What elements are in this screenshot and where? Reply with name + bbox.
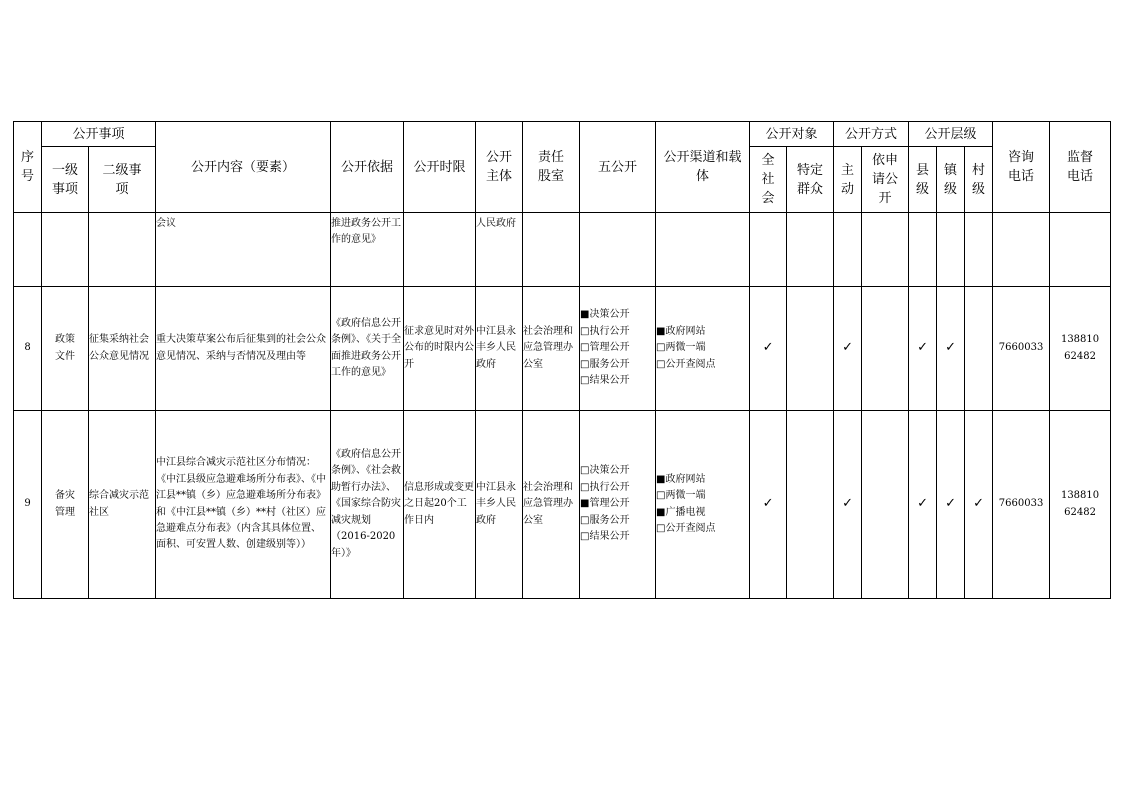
cell-basis: 《政府信息公开条例》、《社会救助暂行办法》、《国家综合防灾减灾规划（2016-2020年）》	[331, 411, 404, 599]
cell-level1: 备灾管理	[42, 411, 89, 599]
cell-time-limit: 信息形成或变更之日起20个工作日内	[404, 411, 476, 599]
header-matter-group: 公开事项	[42, 122, 156, 147]
cell-supervise-tel: 13881062482	[1050, 411, 1111, 599]
cell-time-limit: 征求意见时对外公布的时限内公开	[404, 287, 476, 411]
header-consult-tel: 咨询电话	[993, 122, 1050, 213]
channel-gov-website: ■政府网站	[656, 325, 706, 337]
five-open-result: □结果公开	[580, 531, 630, 543]
cell-seq: 9	[14, 411, 42, 599]
five-open-service: □服务公开	[580, 358, 630, 370]
header-level-group: 公开层级	[909, 122, 993, 147]
header-dept: 责任股室	[523, 122, 580, 213]
cell-channel	[656, 411, 750, 599]
header-supervise-tel: 监督电话	[1050, 122, 1111, 213]
channel-reading-point: □公开查阅点	[656, 522, 716, 534]
cell-channel	[656, 287, 750, 411]
header-subject: 公开主体	[476, 122, 523, 213]
check-town: ✓	[937, 411, 965, 599]
channel-gov-website: ■政府网站	[656, 473, 706, 485]
cell-level1: 政策文件	[42, 287, 89, 411]
check-active: ✓	[834, 287, 862, 411]
cell-supervise-tel: 13881062482	[1050, 287, 1111, 411]
header-town: 镇级	[937, 147, 965, 213]
cell-content: 重大决策草案公布后征集到的社会公众意见情况、采纳与否情况及理由等	[156, 287, 331, 411]
cell-content: 中江县综合减灾示范社区分布情况：《中江县级应急避难场所分布表》、《中江县**镇（乡）应急避难场所分布表》和《中江县**镇（乡）**村（社区）应急避难点分布表》（内含其具体位置、面积、可安置人数、创建级别等））	[156, 411, 331, 599]
cell-basis: 推进政务公开工作的意见》	[331, 213, 404, 287]
header-time-limit: 公开时限	[404, 122, 476, 213]
header-five-open: 五公开	[580, 122, 656, 213]
header-target-group: 公开对象	[750, 122, 834, 147]
cell-seq: 8	[14, 287, 42, 411]
cell-level2: 综合减灾示范社区	[89, 411, 156, 599]
cell-level2: 征集采纳社会公众意见情况	[89, 287, 156, 411]
cell-dept: 社会治理和应急管理办公室	[523, 411, 580, 599]
check-all-society: ✓	[750, 411, 787, 599]
check-town: ✓	[937, 287, 965, 411]
five-open-decision: □决策公开	[580, 465, 630, 477]
header-specific: 特定群众	[787, 147, 834, 213]
header-method-group: 公开方式	[834, 122, 909, 147]
header-county: 县级	[909, 147, 937, 213]
cell-five-open	[580, 411, 656, 599]
check-active: ✓	[834, 411, 862, 599]
table-row	[14, 411, 1111, 599]
header-content: 公开内容（要素）	[156, 122, 331, 213]
header-seq: 序号	[14, 122, 42, 213]
channel-reading-point: □公开查阅点	[656, 358, 716, 370]
disclosure-table	[13, 121, 1111, 599]
cell-five-open	[580, 287, 656, 411]
header-all-society: 全社会	[750, 147, 787, 213]
check-on-request	[862, 287, 909, 411]
cell-consult-tel: 7660033	[993, 287, 1050, 411]
five-open-decision: ■决策公开	[580, 309, 630, 321]
table-row-continued	[14, 213, 1111, 287]
cell-consult-tel: 7660033	[993, 411, 1050, 599]
five-open-management: ■管理公开	[580, 498, 630, 510]
five-open-result: □结果公开	[580, 375, 630, 387]
table-row	[14, 287, 1111, 411]
check-specific	[787, 411, 834, 599]
header-basis: 公开依据	[331, 122, 404, 213]
channel-wechat-weibo: □两微一端	[656, 342, 706, 354]
cell-subject: 人民政府	[476, 213, 523, 287]
header-level2: 二级事项	[89, 147, 156, 213]
check-all-society: ✓	[750, 287, 787, 411]
check-village: ✓	[965, 411, 993, 599]
cell-subject: 中江县永丰乡人民政府	[476, 411, 523, 599]
cell-content: 会议	[156, 213, 331, 287]
channel-broadcast-tv: ■广播电视	[656, 506, 706, 518]
header-on-request: 依申请公开	[862, 147, 909, 213]
header-channel: 公开渠道和载体	[656, 122, 750, 213]
check-village	[965, 287, 993, 411]
check-county: ✓	[909, 287, 937, 411]
header-active: 主动	[834, 147, 862, 213]
five-open-service: □服务公开	[580, 514, 630, 526]
five-open-execution: □执行公开	[580, 481, 630, 493]
check-county: ✓	[909, 411, 937, 599]
cell-basis: 《政府信息公开条例》、《关于全面推进政务公开工作的意见》	[331, 287, 404, 411]
header-village: 村级	[965, 147, 993, 213]
cell-subject: 中江县永丰乡人民政府	[476, 287, 523, 411]
channel-wechat-weibo: □两微一端	[656, 490, 706, 502]
header-level1: 一级事项	[42, 147, 89, 213]
check-specific	[787, 287, 834, 411]
cell-dept: 社会治理和应急管理办公室	[523, 287, 580, 411]
check-on-request	[862, 411, 909, 599]
five-open-management: □管理公开	[580, 342, 630, 354]
five-open-execution: □执行公开	[580, 325, 630, 337]
